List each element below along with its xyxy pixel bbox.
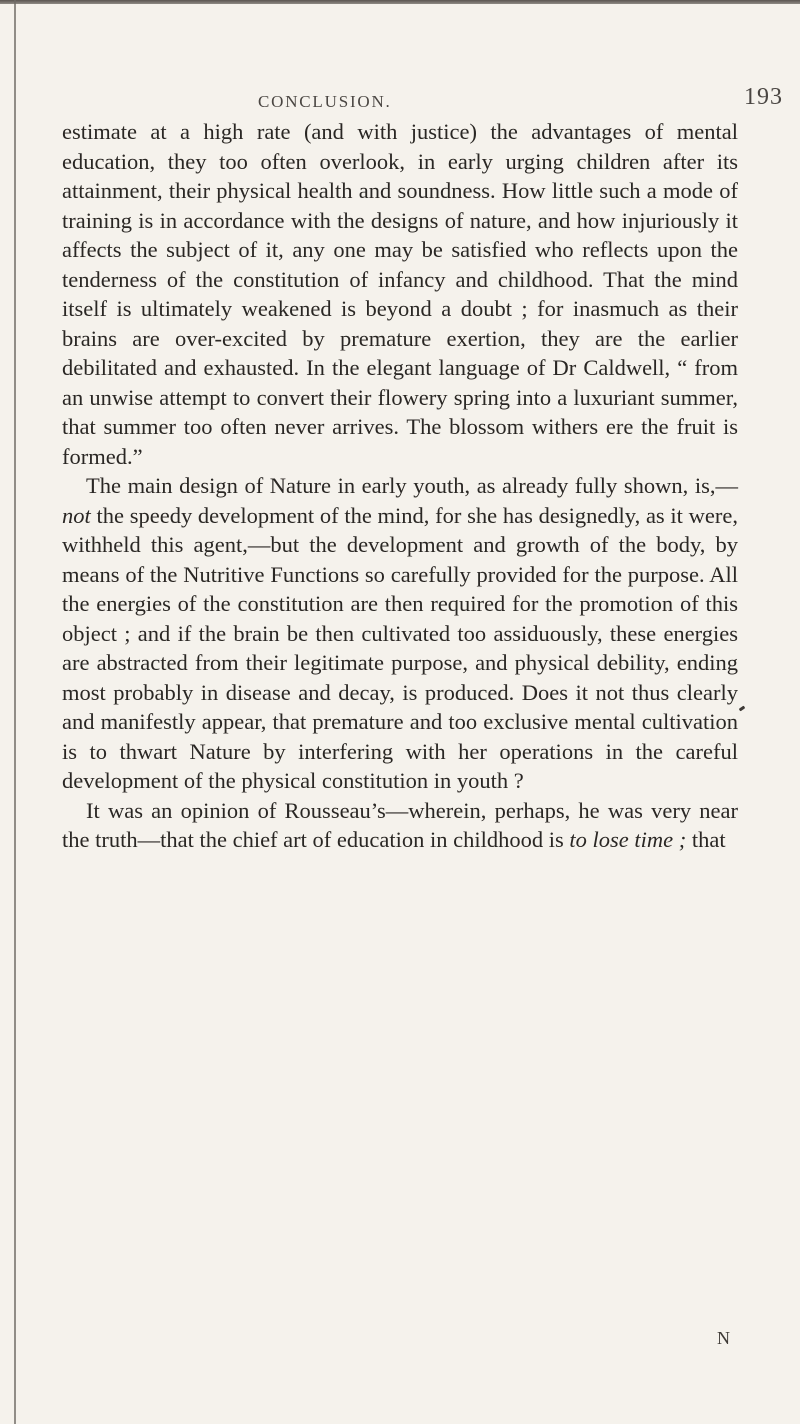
paragraph-2 (62, 471, 738, 796)
paragraph-3-start: It was an opinion of Rousseau’s—wherein, perhaps, he was very near the truth—that the chief art of education in childhood is (62, 797, 738, 852)
paragraph-2-start: The main design of Nature in early youth, as already fully shown, is,— (86, 473, 738, 498)
body-text (62, 117, 738, 855)
paragraph-3 (62, 796, 738, 855)
paragraph-3-emphasis: to lose time ; (569, 827, 687, 852)
page-gutter-edge (14, 0, 16, 1424)
top-edge-rule (0, 0, 800, 4)
ink-speck (739, 706, 746, 712)
paragraph-2-rest: the speedy development of the mind, for she has designedly, as it were, withheld this agent,—but the development and growth of the body, by means of the Nutritive Functions so carefully provided for the purpose. All the energies of the constitution are then required for the promotion of this object ; and if the brain be then cultivated too assiduously, these energies are abstracted from their legitimate purpose, and physical debility, ending most probably in disease and decay, is produced. Does it not thus clearly and manifestly appear, that premature and too exclusive mental cultivation is to thwart Nature by interfering with her operations in the careful development of the physical constitution in youth ? (62, 502, 738, 793)
running-head: CONCLUSION. (258, 92, 392, 111)
paragraph-3-rest: that (686, 827, 726, 852)
paragraph-1: estimate at a high rate (and with justice) the advantages of mental education, they too often overlook, in early urging children after its attainment, their physical health and soundness. How little such a mode of training is in accordance with the designs of nature, and how injuriously it affects the subject of it, any one may be satisfied who reflects upon the tenderness of the constitution of infancy and childhood. That the mind itself is ultimately weakened is beyond a doubt ; for inasmuch as their brains are over-excited by premature exertion, they are the earlier debilitated and exhausted. In the elegant language of Dr Caldwell, “ from an unwise attempt to convert their flowery spring into a luxuriant summer, that summer too often never arrives. The blossom withers ere the fruit is formed.” (62, 119, 738, 469)
signature-mark: N (717, 1328, 731, 1348)
page-number: 193 (744, 84, 783, 110)
paragraph-2-emphasis: not (62, 502, 91, 528)
